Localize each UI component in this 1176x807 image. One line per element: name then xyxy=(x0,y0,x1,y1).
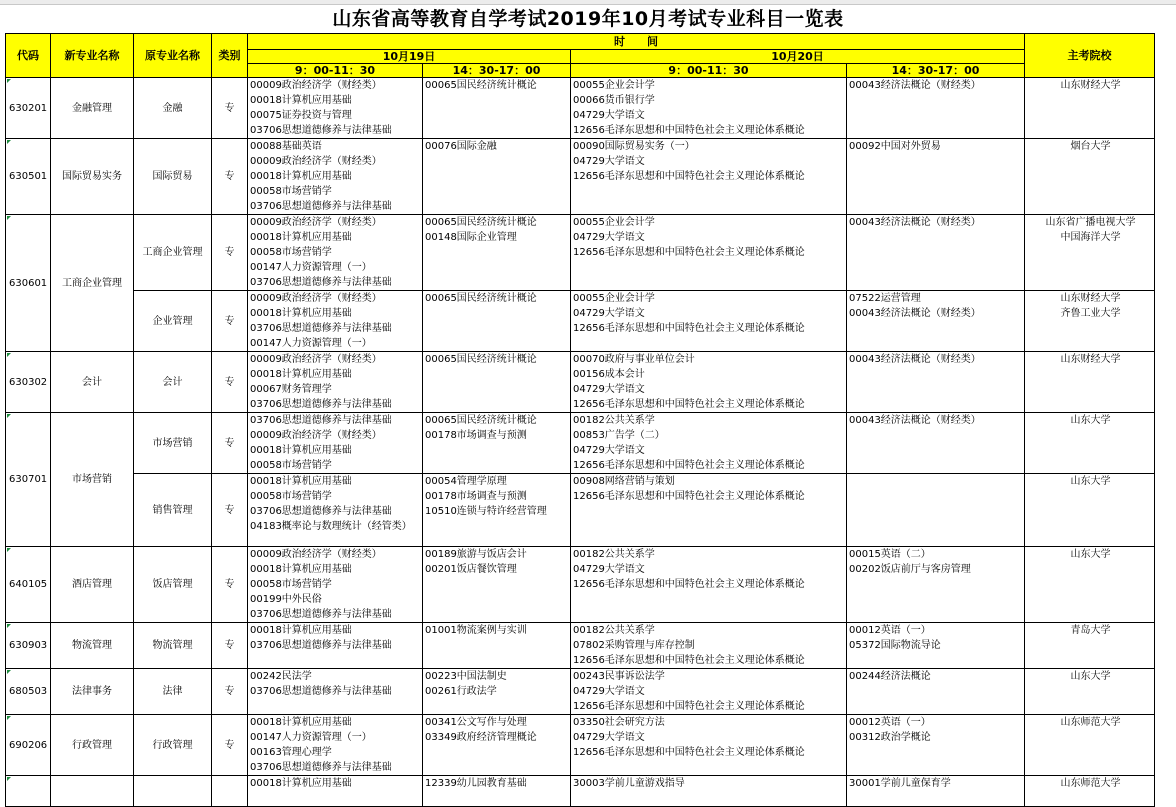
course-line: 04729大学语文 xyxy=(573,308,645,319)
course-line: 00147人力资源管理（一） xyxy=(250,732,372,743)
cell-category[interactable]: 专 xyxy=(212,352,248,413)
cell-d1am[interactable] xyxy=(248,291,423,352)
table-row xyxy=(6,547,1155,623)
cell-d1am[interactable] xyxy=(248,776,423,807)
course-line: 00012英语（一） xyxy=(849,625,931,636)
course-line: 00018计算机应用基础 xyxy=(250,95,352,106)
table-row xyxy=(6,623,1155,669)
course-line: 00065国民经济统计概论 xyxy=(425,415,537,426)
cell-d2am[interactable] xyxy=(571,669,847,715)
course-line: 山东大学 xyxy=(1070,549,1111,560)
cell-d1am[interactable] xyxy=(248,78,423,139)
cell-d2pm[interactable] xyxy=(847,474,1025,547)
header-day2-am[interactable]: 9：00-11：30 xyxy=(571,64,847,78)
course-line: 03706思想道德修养与法律基础 xyxy=(250,686,392,697)
cell-d1am[interactable] xyxy=(248,215,423,291)
course-line: 山东大学 xyxy=(1070,476,1111,487)
cell-d1pm[interactable] xyxy=(423,413,571,474)
course-line: 00058市场营销学 xyxy=(250,247,332,258)
course-line: 00202饭店前厅与客房管理 xyxy=(849,564,971,575)
cell-new-major[interactable]: 工商企业管理 xyxy=(51,215,134,352)
course-line: 00018计算机应用基础 xyxy=(250,476,352,487)
course-line: 00015英语（二） xyxy=(849,549,931,560)
course-line: 00065国民经济统计概论 xyxy=(425,217,537,228)
header-new-major[interactable]: 新专业名称 xyxy=(51,34,134,78)
cell-category[interactable]: 专 xyxy=(212,291,248,352)
cell-d2am[interactable] xyxy=(571,352,847,413)
cell-new-major[interactable]: 酒店管理 xyxy=(51,547,134,623)
cell-d2am[interactable] xyxy=(571,623,847,669)
cell-new-major[interactable]: 行政管理 xyxy=(51,715,134,776)
table-row xyxy=(6,474,1155,547)
cell-d2am[interactable] xyxy=(571,291,847,352)
course-line: 00058市场营销学 xyxy=(250,186,332,197)
cell-marker-icon xyxy=(7,414,11,418)
course-line: 00090国际贸易实务（一） xyxy=(573,141,695,152)
course-line: 00009政治经济学（财经类） xyxy=(250,293,382,304)
course-line: 00182公共关系学 xyxy=(573,415,655,426)
cell-code[interactable]: 680503 xyxy=(6,669,51,715)
course-line: 00018计算机应用基础 xyxy=(250,625,352,636)
course-line: 30001学前儿童保育学 xyxy=(849,778,951,789)
header-old-major[interactable]: 原专业名称 xyxy=(134,34,212,78)
table-row xyxy=(6,413,1155,474)
course-line: 00163管理心理学 xyxy=(250,747,332,758)
course-line: 00066货币银行学 xyxy=(573,95,655,106)
course-line: 00244经济法概论 xyxy=(849,671,931,682)
cell-d1am[interactable] xyxy=(248,669,423,715)
course-line: 00067财务管理学 xyxy=(250,384,332,395)
course-line: 03349政府经济管理概论 xyxy=(425,732,537,743)
course-line: 12656毛泽东思想和中国特色社会主义理论体系概论 xyxy=(573,125,805,136)
cell-old-major[interactable]: 行政管理 xyxy=(134,715,212,776)
table-row xyxy=(6,215,1155,291)
table-body xyxy=(6,78,1155,807)
cell-d2pm[interactable] xyxy=(847,776,1025,807)
cell-marker-icon xyxy=(7,79,11,83)
course-line: 00009政治经济学（财经类） xyxy=(250,156,382,167)
header-category[interactable]: 类别 xyxy=(212,34,248,78)
course-line: 青岛大学 xyxy=(1070,625,1111,636)
header-day2-pm[interactable]: 14：30-17：00 xyxy=(847,64,1025,78)
cell-new-major[interactable]: 会计 xyxy=(51,352,134,413)
course-line: 00009政治经济学（财经类） xyxy=(250,354,382,365)
cell-old-major[interactable]: 会计 xyxy=(134,352,212,413)
course-line: 山东财经大学 xyxy=(1060,80,1121,91)
cell-category[interactable]: 专 xyxy=(212,715,248,776)
course-line: 00242民法学 xyxy=(250,671,312,682)
course-line: 03706思想道德修养与法律基础 xyxy=(250,506,392,517)
header-day1-am[interactable]: 9：00-11：30 xyxy=(248,64,423,78)
course-line: 12656毛泽东思想和中国特色社会主义理论体系概论 xyxy=(573,460,805,471)
course-line: 00065国民经济统计概论 xyxy=(425,354,537,365)
cell-d2am[interactable] xyxy=(571,139,847,215)
cell-old-major[interactable]: 物流管理 xyxy=(134,623,212,669)
course-line: 00092中国对外贸易 xyxy=(849,141,941,152)
course-line: 00147人力资源管理（一） xyxy=(250,262,372,273)
course-line: 00018计算机应用基础 xyxy=(250,232,352,243)
table-row xyxy=(6,78,1155,139)
cell-old-major[interactable]: 工商企业管理 xyxy=(134,215,212,291)
cell-old-major[interactable]: 金融 xyxy=(134,78,212,139)
cell-old-major[interactable]: 饭店管理 xyxy=(134,547,212,623)
course-line: 00043经济法概论（财经类） xyxy=(849,308,981,319)
cell-code[interactable]: 630601 xyxy=(6,215,51,352)
course-line: 00018计算机应用基础 xyxy=(250,445,352,456)
header-day1[interactable]: 10月19日 xyxy=(248,50,571,64)
cell-d1pm[interactable] xyxy=(423,776,571,807)
cell-d2pm[interactable] xyxy=(847,669,1025,715)
course-line: 04729大学语文 xyxy=(573,686,645,697)
cell-school[interactable] xyxy=(1025,215,1155,291)
course-line: 12656毛泽东思想和中国特色社会主义理论体系概论 xyxy=(573,747,805,758)
course-line: 00223中国法制史 xyxy=(425,671,507,682)
course-line: 00009政治经济学（财经类） xyxy=(250,80,382,91)
cell-marker-icon xyxy=(7,624,11,628)
cell-d2am[interactable] xyxy=(571,776,847,807)
course-line: 04729大学语文 xyxy=(573,445,645,456)
cell-d1pm[interactable] xyxy=(423,352,571,413)
course-line: 00148国际企业管理 xyxy=(425,232,517,243)
table-row xyxy=(6,776,1155,807)
cell-marker-icon xyxy=(7,716,11,720)
course-line: 07522运营管理 xyxy=(849,293,921,304)
course-line: 00009政治经济学（财经类） xyxy=(250,549,382,560)
table-row xyxy=(6,139,1155,215)
page-title: 山东省高等教育自学考试2019年10月考试专业科目一览表 xyxy=(332,8,844,30)
course-line: 12656毛泽东思想和中国特色社会主义理论体系概论 xyxy=(573,655,805,666)
cell-code[interactable]: 630302 xyxy=(6,352,51,413)
course-line: 00009政治经济学（财经类） xyxy=(250,430,382,441)
course-line: 山东师范大学 xyxy=(1060,717,1121,728)
course-line: 00201饭店餐饮管理 xyxy=(425,564,517,575)
cell-d2am[interactable] xyxy=(571,715,847,776)
cell-d1pm[interactable] xyxy=(423,623,571,669)
cell-category[interactable]: 专 xyxy=(212,139,248,215)
course-line: 山东师范大学 xyxy=(1060,778,1121,789)
cell-new-major[interactable]: 法律事务 xyxy=(51,669,134,715)
course-line: 03706思想道德修养与法律基础 xyxy=(250,323,392,334)
course-line: 12656毛泽东思想和中国特色社会主义理论体系概论 xyxy=(573,171,805,182)
cell-code[interactable]: 630701 xyxy=(6,413,51,547)
course-line: 12656毛泽东思想和中国特色社会主义理论体系概论 xyxy=(573,579,805,590)
cell-d2pm[interactable] xyxy=(847,623,1025,669)
course-line: 00018计算机应用基础 xyxy=(250,778,352,789)
course-line: 12656毛泽东思想和中国特色社会主义理论体系概论 xyxy=(573,491,805,502)
cell-d1am[interactable] xyxy=(248,547,423,623)
cell-school[interactable] xyxy=(1025,547,1155,623)
course-line: 03350社会研究方法 xyxy=(573,717,665,728)
cell-school[interactable] xyxy=(1025,352,1155,413)
course-line: 00147人力资源管理（一） xyxy=(250,338,372,349)
course-line: 30003学前儿童游戏指导 xyxy=(573,778,685,789)
cell-category[interactable] xyxy=(212,776,248,807)
cell-school[interactable] xyxy=(1025,139,1155,215)
course-line: 00054管理学原理 xyxy=(425,476,507,487)
cell-code[interactable] xyxy=(6,776,51,807)
course-line: 03706思想道德修养与法律基础 xyxy=(250,125,392,136)
header-school[interactable]: 主考院校 xyxy=(1025,34,1155,78)
cell-category[interactable]: 专 xyxy=(212,78,248,139)
course-line: 00189旅游与饭店会计 xyxy=(425,549,527,560)
course-line: 03706思想道德修养与法律基础 xyxy=(250,201,392,212)
cell-d2pm[interactable] xyxy=(847,139,1025,215)
course-line: 00018计算机应用基础 xyxy=(250,564,352,575)
cell-marker-icon xyxy=(7,216,11,220)
cell-d1pm[interactable] xyxy=(423,215,571,291)
course-line: 00043经济法概论（财经类） xyxy=(849,415,981,426)
cell-school[interactable] xyxy=(1025,623,1155,669)
cell-code[interactable]: 630501 xyxy=(6,139,51,215)
course-line: 00043经济法概论（财经类） xyxy=(849,80,981,91)
cell-category[interactable]: 专 xyxy=(212,547,248,623)
cell-school[interactable] xyxy=(1025,413,1155,474)
course-line: 12339幼儿园教育基础 xyxy=(425,778,527,789)
course-line: 03706思想道德修养与法律基础 xyxy=(250,609,392,620)
course-line: 04729大学语文 xyxy=(573,232,645,243)
cell-marker-icon xyxy=(7,548,11,552)
cell-new-major[interactable] xyxy=(51,776,134,807)
course-line: 00075证券投资与管理 xyxy=(250,110,352,121)
header-day2[interactable]: 10月20日 xyxy=(571,50,1025,64)
cell-d1pm[interactable] xyxy=(423,291,571,352)
course-line: 03706思想道德修养与法律基础 xyxy=(250,399,392,410)
course-line: 00261行政法学 xyxy=(425,686,497,697)
cell-d2am[interactable] xyxy=(571,474,847,547)
cell-old-major[interactable]: 市场营销 xyxy=(134,413,212,474)
cell-d2pm[interactable] xyxy=(847,413,1025,474)
course-line: 00009政治经济学（财经类） xyxy=(250,217,382,228)
cell-d1pm[interactable] xyxy=(423,669,571,715)
course-line: 00178市场调查与预测 xyxy=(425,491,527,502)
course-line: 04183概率论与数理统计（经管类） xyxy=(250,521,412,532)
course-line: 00018计算机应用基础 xyxy=(250,717,352,728)
cell-d1am[interactable] xyxy=(248,352,423,413)
course-line: 烟台大学 xyxy=(1070,141,1111,152)
cell-school[interactable] xyxy=(1025,715,1155,776)
cell-d1am[interactable] xyxy=(248,474,423,547)
course-line: 山东财经大学 xyxy=(1060,293,1121,304)
cell-d1am[interactable] xyxy=(248,623,423,669)
table-row xyxy=(6,669,1155,715)
course-line: 00156成本会计 xyxy=(573,369,645,380)
cell-category[interactable]: 专 xyxy=(212,474,248,547)
course-line: 05372国际物流导论 xyxy=(849,640,941,651)
cell-old-major[interactable]: 企业管理 xyxy=(134,291,212,352)
course-line: 00243民事诉讼法学 xyxy=(573,671,665,682)
course-line: 00182公共关系学 xyxy=(573,549,655,560)
course-line: 00182公共关系学 xyxy=(573,625,655,636)
table-row xyxy=(6,291,1155,352)
cell-d2am[interactable] xyxy=(571,547,847,623)
cell-school[interactable] xyxy=(1025,291,1155,352)
table-row xyxy=(6,352,1155,413)
cell-d1am[interactable] xyxy=(248,139,423,215)
course-line: 中国海洋大学 xyxy=(1060,232,1121,243)
course-line: 00018计算机应用基础 xyxy=(250,171,352,182)
course-line: 10510连锁与特许经营管理 xyxy=(425,506,547,517)
course-line: 04729大学语文 xyxy=(573,384,645,395)
cell-d1pm[interactable] xyxy=(423,78,571,139)
course-line: 00058市场营销学 xyxy=(250,460,332,471)
course-line: 03706思想道德修养与法律基础 xyxy=(250,762,392,773)
course-line: 00853广告学（二） xyxy=(573,430,665,441)
cell-old-major[interactable]: 销售管理 xyxy=(134,474,212,547)
cell-new-major[interactable]: 国际贸易实务 xyxy=(51,139,134,215)
course-line: 12656毛泽东思想和中国特色社会主义理论体系概论 xyxy=(573,323,805,334)
course-line: 00178市场调查与预测 xyxy=(425,430,527,441)
cell-d2pm[interactable] xyxy=(847,352,1025,413)
course-line: 04729大学语文 xyxy=(573,564,645,575)
cell-category[interactable]: 专 xyxy=(212,215,248,291)
cell-marker-icon xyxy=(7,140,11,144)
course-line: 山东大学 xyxy=(1070,415,1111,426)
cell-code[interactable]: 690206 xyxy=(6,715,51,776)
cell-old-major[interactable] xyxy=(134,776,212,807)
cell-old-major[interactable]: 法律 xyxy=(134,669,212,715)
header-code[interactable]: 代码 xyxy=(6,34,51,78)
cell-school[interactable] xyxy=(1025,474,1155,547)
cell-category[interactable]: 专 xyxy=(212,669,248,715)
course-line: 03706思想道德修养与法律基础 xyxy=(250,415,392,426)
cell-d1am[interactable] xyxy=(248,413,423,474)
course-line: 00065国民经济统计概论 xyxy=(425,80,537,91)
course-line: 00076国际金融 xyxy=(425,141,497,152)
cell-marker-icon xyxy=(7,353,11,357)
course-line: 00043经济法概论（财经类） xyxy=(849,217,981,228)
cell-d1am[interactable] xyxy=(248,715,423,776)
course-line: 山东大学 xyxy=(1070,671,1111,682)
cell-d2pm[interactable] xyxy=(847,291,1025,352)
course-line: 04729大学语文 xyxy=(573,732,645,743)
cell-code[interactable]: 640105 xyxy=(6,547,51,623)
header-day1-pm[interactable]: 14：30-17：00 xyxy=(423,64,571,78)
course-line: 00199中外民俗 xyxy=(250,594,322,605)
table-row xyxy=(6,715,1155,776)
cell-d2am[interactable] xyxy=(571,78,847,139)
cell-d1pm[interactable] xyxy=(423,715,571,776)
cell-d1pm[interactable] xyxy=(423,139,571,215)
course-line: 00088基础英语 xyxy=(250,141,322,152)
cell-new-major[interactable]: 市场营销 xyxy=(51,413,134,547)
cell-school[interactable] xyxy=(1025,669,1155,715)
course-line: 00012英语（一） xyxy=(849,717,931,728)
course-line: 12656毛泽东思想和中国特色社会主义理论体系概论 xyxy=(573,247,805,258)
cell-d2am[interactable] xyxy=(571,413,847,474)
cell-school[interactable] xyxy=(1025,776,1155,807)
course-line: 00043经济法概论（财经类） xyxy=(849,354,981,365)
course-line: 00065国民经济统计概论 xyxy=(425,293,537,304)
course-line: 00070政府与事业单位会计 xyxy=(573,354,695,365)
cell-marker-icon xyxy=(7,670,11,674)
cell-code[interactable]: 630201 xyxy=(6,78,51,139)
cell-d2pm[interactable] xyxy=(847,78,1025,139)
cell-new-major[interactable]: 物流管理 xyxy=(51,623,134,669)
course-line: 12656毛泽东思想和中国特色社会主义理论体系概论 xyxy=(573,701,805,712)
course-line: 齐鲁工业大学 xyxy=(1060,308,1121,319)
course-line: 00055企业会计学 xyxy=(573,80,655,91)
course-line: 00908网络营销与策划 xyxy=(573,476,675,487)
course-line: 07802采购管理与库存控制 xyxy=(573,640,695,651)
course-line: 00058市场营销学 xyxy=(250,491,332,502)
course-line: 00312政治学概论 xyxy=(849,732,931,743)
course-line: 04729大学语文 xyxy=(573,156,645,167)
header-time[interactable]: 时 间 xyxy=(248,34,1025,50)
cell-d1pm[interactable] xyxy=(423,547,571,623)
cell-new-major[interactable]: 金融管理 xyxy=(51,78,134,139)
cell-old-major[interactable]: 国际贸易 xyxy=(134,139,212,215)
course-line: 04729大学语文 xyxy=(573,110,645,121)
course-line: 山东财经大学 xyxy=(1060,354,1121,365)
cell-category[interactable]: 专 xyxy=(212,413,248,474)
course-line: 山东省广播电视大学 xyxy=(1045,217,1136,228)
course-line: 00341公文写作与处理 xyxy=(425,717,527,728)
cell-d2pm[interactable] xyxy=(847,215,1025,291)
course-line: 00055企业会计学 xyxy=(573,293,655,304)
course-line: 03706思想道德修养与法律基础 xyxy=(250,277,392,288)
cell-d1pm[interactable] xyxy=(423,474,571,547)
exam-schedule-table xyxy=(5,33,1155,807)
course-line: 00058市场营销学 xyxy=(250,579,332,590)
course-line: 01001物流案例与实训 xyxy=(425,625,527,636)
cell-school[interactable] xyxy=(1025,78,1155,139)
cell-d2pm[interactable] xyxy=(847,715,1025,776)
course-line: 00018计算机应用基础 xyxy=(250,308,352,319)
course-line: 12656毛泽东思想和中国特色社会主义理论体系概论 xyxy=(573,399,805,410)
cell-code[interactable]: 630903 xyxy=(6,623,51,669)
cell-d2pm[interactable] xyxy=(847,547,1025,623)
cell-d2am[interactable] xyxy=(571,215,847,291)
course-line: 00018计算机应用基础 xyxy=(250,369,352,380)
course-line: 03706思想道德修养与法律基础 xyxy=(250,640,392,651)
cell-category[interactable]: 专 xyxy=(212,623,248,669)
course-line: 00055企业会计学 xyxy=(573,217,655,228)
